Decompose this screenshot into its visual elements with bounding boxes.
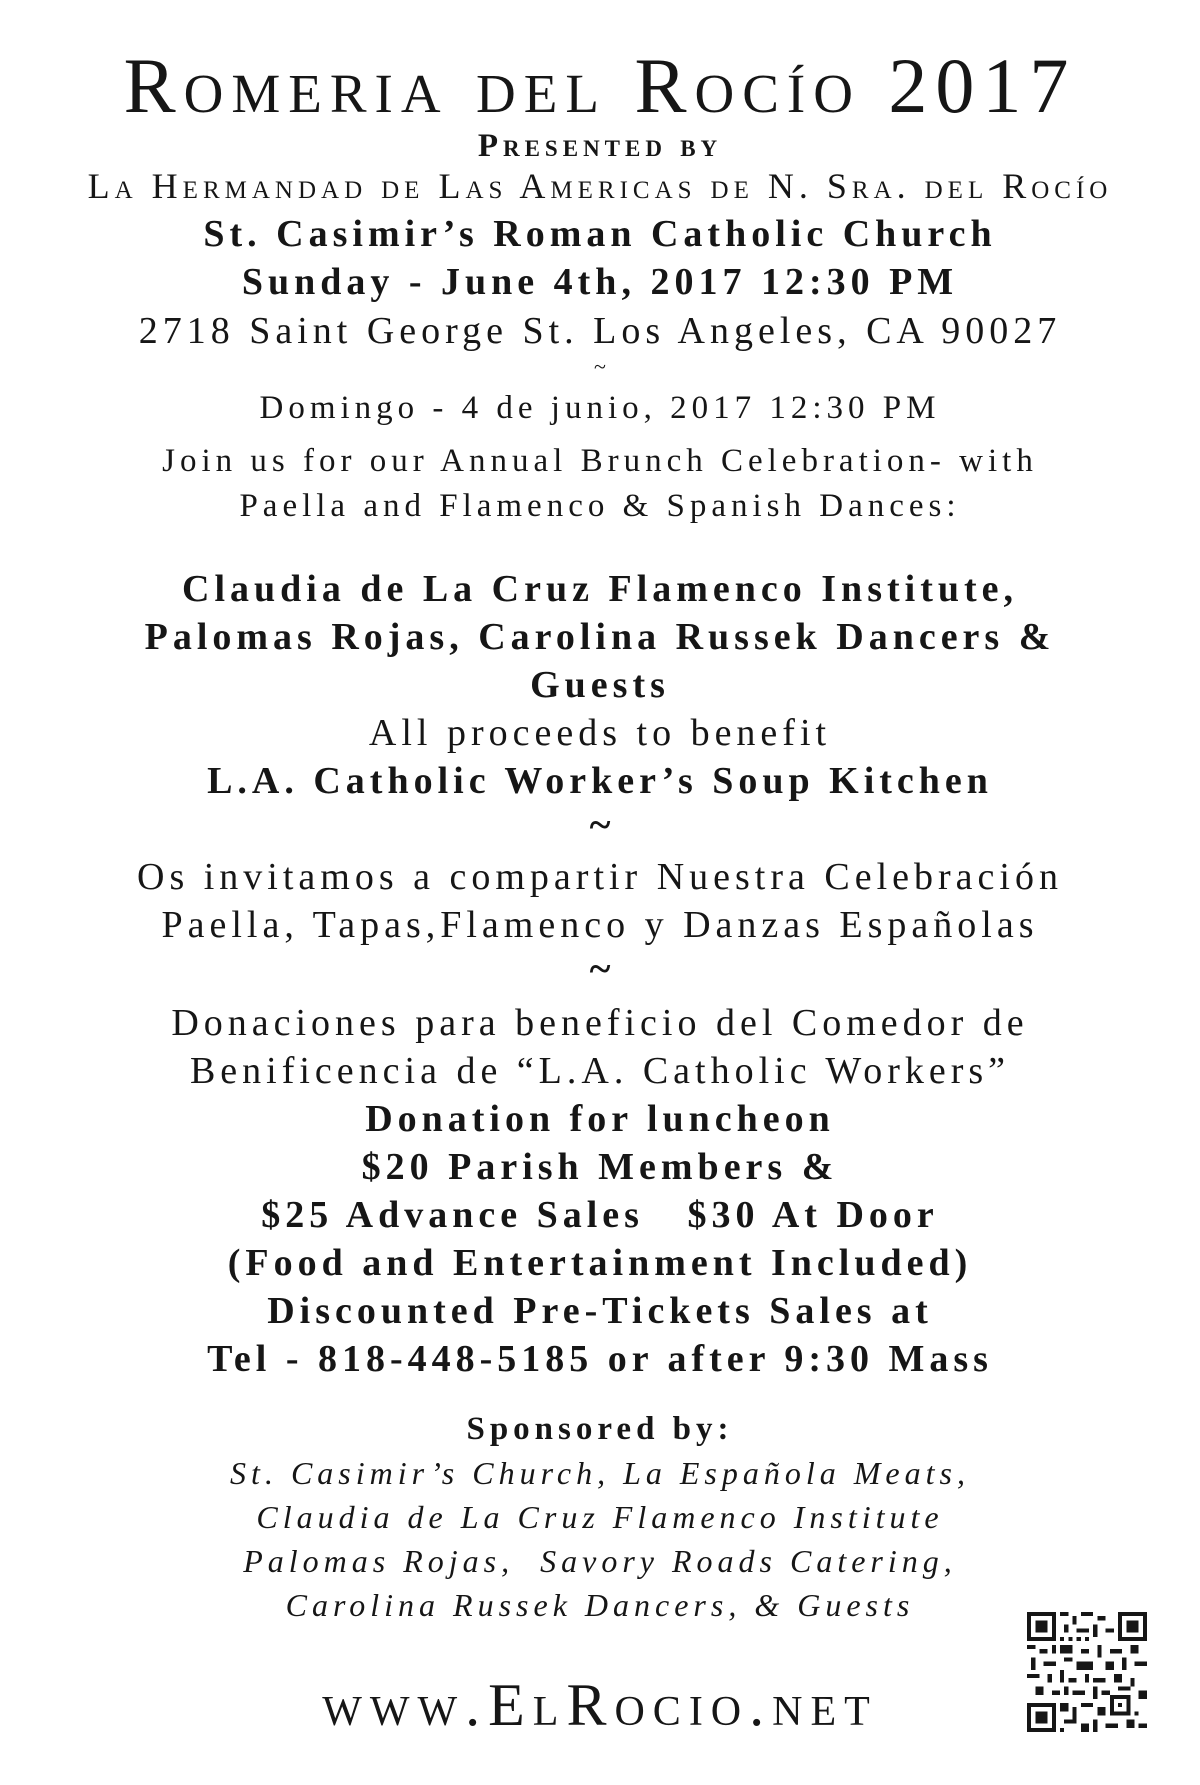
invite-spanish-line: Os invitamos a compartir Nuestra Celebración xyxy=(137,856,1063,898)
separator-tilde: ~ xyxy=(589,946,611,991)
website-url[interactable]: www.ElRocio.net xyxy=(322,1672,878,1738)
church-name: St. Casimir’s Roman Catholic Church xyxy=(203,213,997,255)
event-date-spanish: Domingo - 4 de junio, 2017 12:30 PM xyxy=(259,390,941,426)
event-title: Romeria del Rocío 2017 xyxy=(123,42,1077,129)
donation-line: Discounted Pre-Tickets Sales at xyxy=(267,1290,933,1332)
separator-tilde: ~ xyxy=(594,354,606,379)
beneficiary-name: L.A. Catholic Worker’s Soup Kitchen xyxy=(207,760,993,802)
performers-line: Palomas Rojas, Carolina Russek Dancers & xyxy=(144,616,1056,658)
sponsored-by-heading: Sponsored by: xyxy=(466,1411,734,1447)
sponsor-line: Claudia de La Cruz Flamenco Institute xyxy=(256,1499,944,1535)
sponsor-line: Palomas Rojas, Savory Roads Catering, xyxy=(243,1543,957,1579)
performers-line: Guests xyxy=(530,664,670,706)
donation-line: Donation for luncheon xyxy=(365,1098,835,1140)
sponsor-line: St. Casimir’s Church, La Española Meats, xyxy=(230,1455,970,1491)
qr-code-graphic xyxy=(1027,1612,1147,1732)
donation-line: Tel - 818-448-5185 or after 9:30 Mass xyxy=(207,1338,993,1380)
performers-line: Claudia de La Cruz Flamenco Institute, xyxy=(182,568,1018,610)
qr-code-icon[interactable] xyxy=(1027,1612,1147,1732)
event-address: 2718 Saint George St. Los Angeles, CA 90027 xyxy=(138,310,1062,352)
donations-spanish-line: Donaciones para beneficio del Comedor de xyxy=(171,1002,1029,1044)
separator-tilde: ~ xyxy=(589,802,611,847)
donation-line: $20 Parish Members & xyxy=(361,1146,839,1188)
invite-english-line: Paella and Flamenco & Spanish Dances: xyxy=(239,488,961,524)
sponsor-line: Carolina Russek Dancers, & Guests xyxy=(285,1587,915,1623)
event-date-english: Sunday - June 4th, 2017 12:30 PM xyxy=(241,261,959,303)
presented-by: Presented by xyxy=(477,128,723,164)
donation-line: (Food and Entertainment Included) xyxy=(227,1242,973,1284)
organizer-name: La Hermandad de Las Americas de N. Sra. del Rocío xyxy=(87,166,1113,206)
invite-spanish-line: Paella, Tapas,Flamenco y Danzas Españolas xyxy=(161,904,1039,946)
proceeds-text: All proceeds to benefit xyxy=(368,712,832,754)
invite-english-line: Join us for our Annual Brunch Celebration- with xyxy=(162,443,1038,479)
donation-line: $25 Advance Sales $30 At Door xyxy=(261,1194,939,1236)
donations-spanish-line: Benificencia de “L.A. Catholic Workers” xyxy=(189,1050,1011,1092)
